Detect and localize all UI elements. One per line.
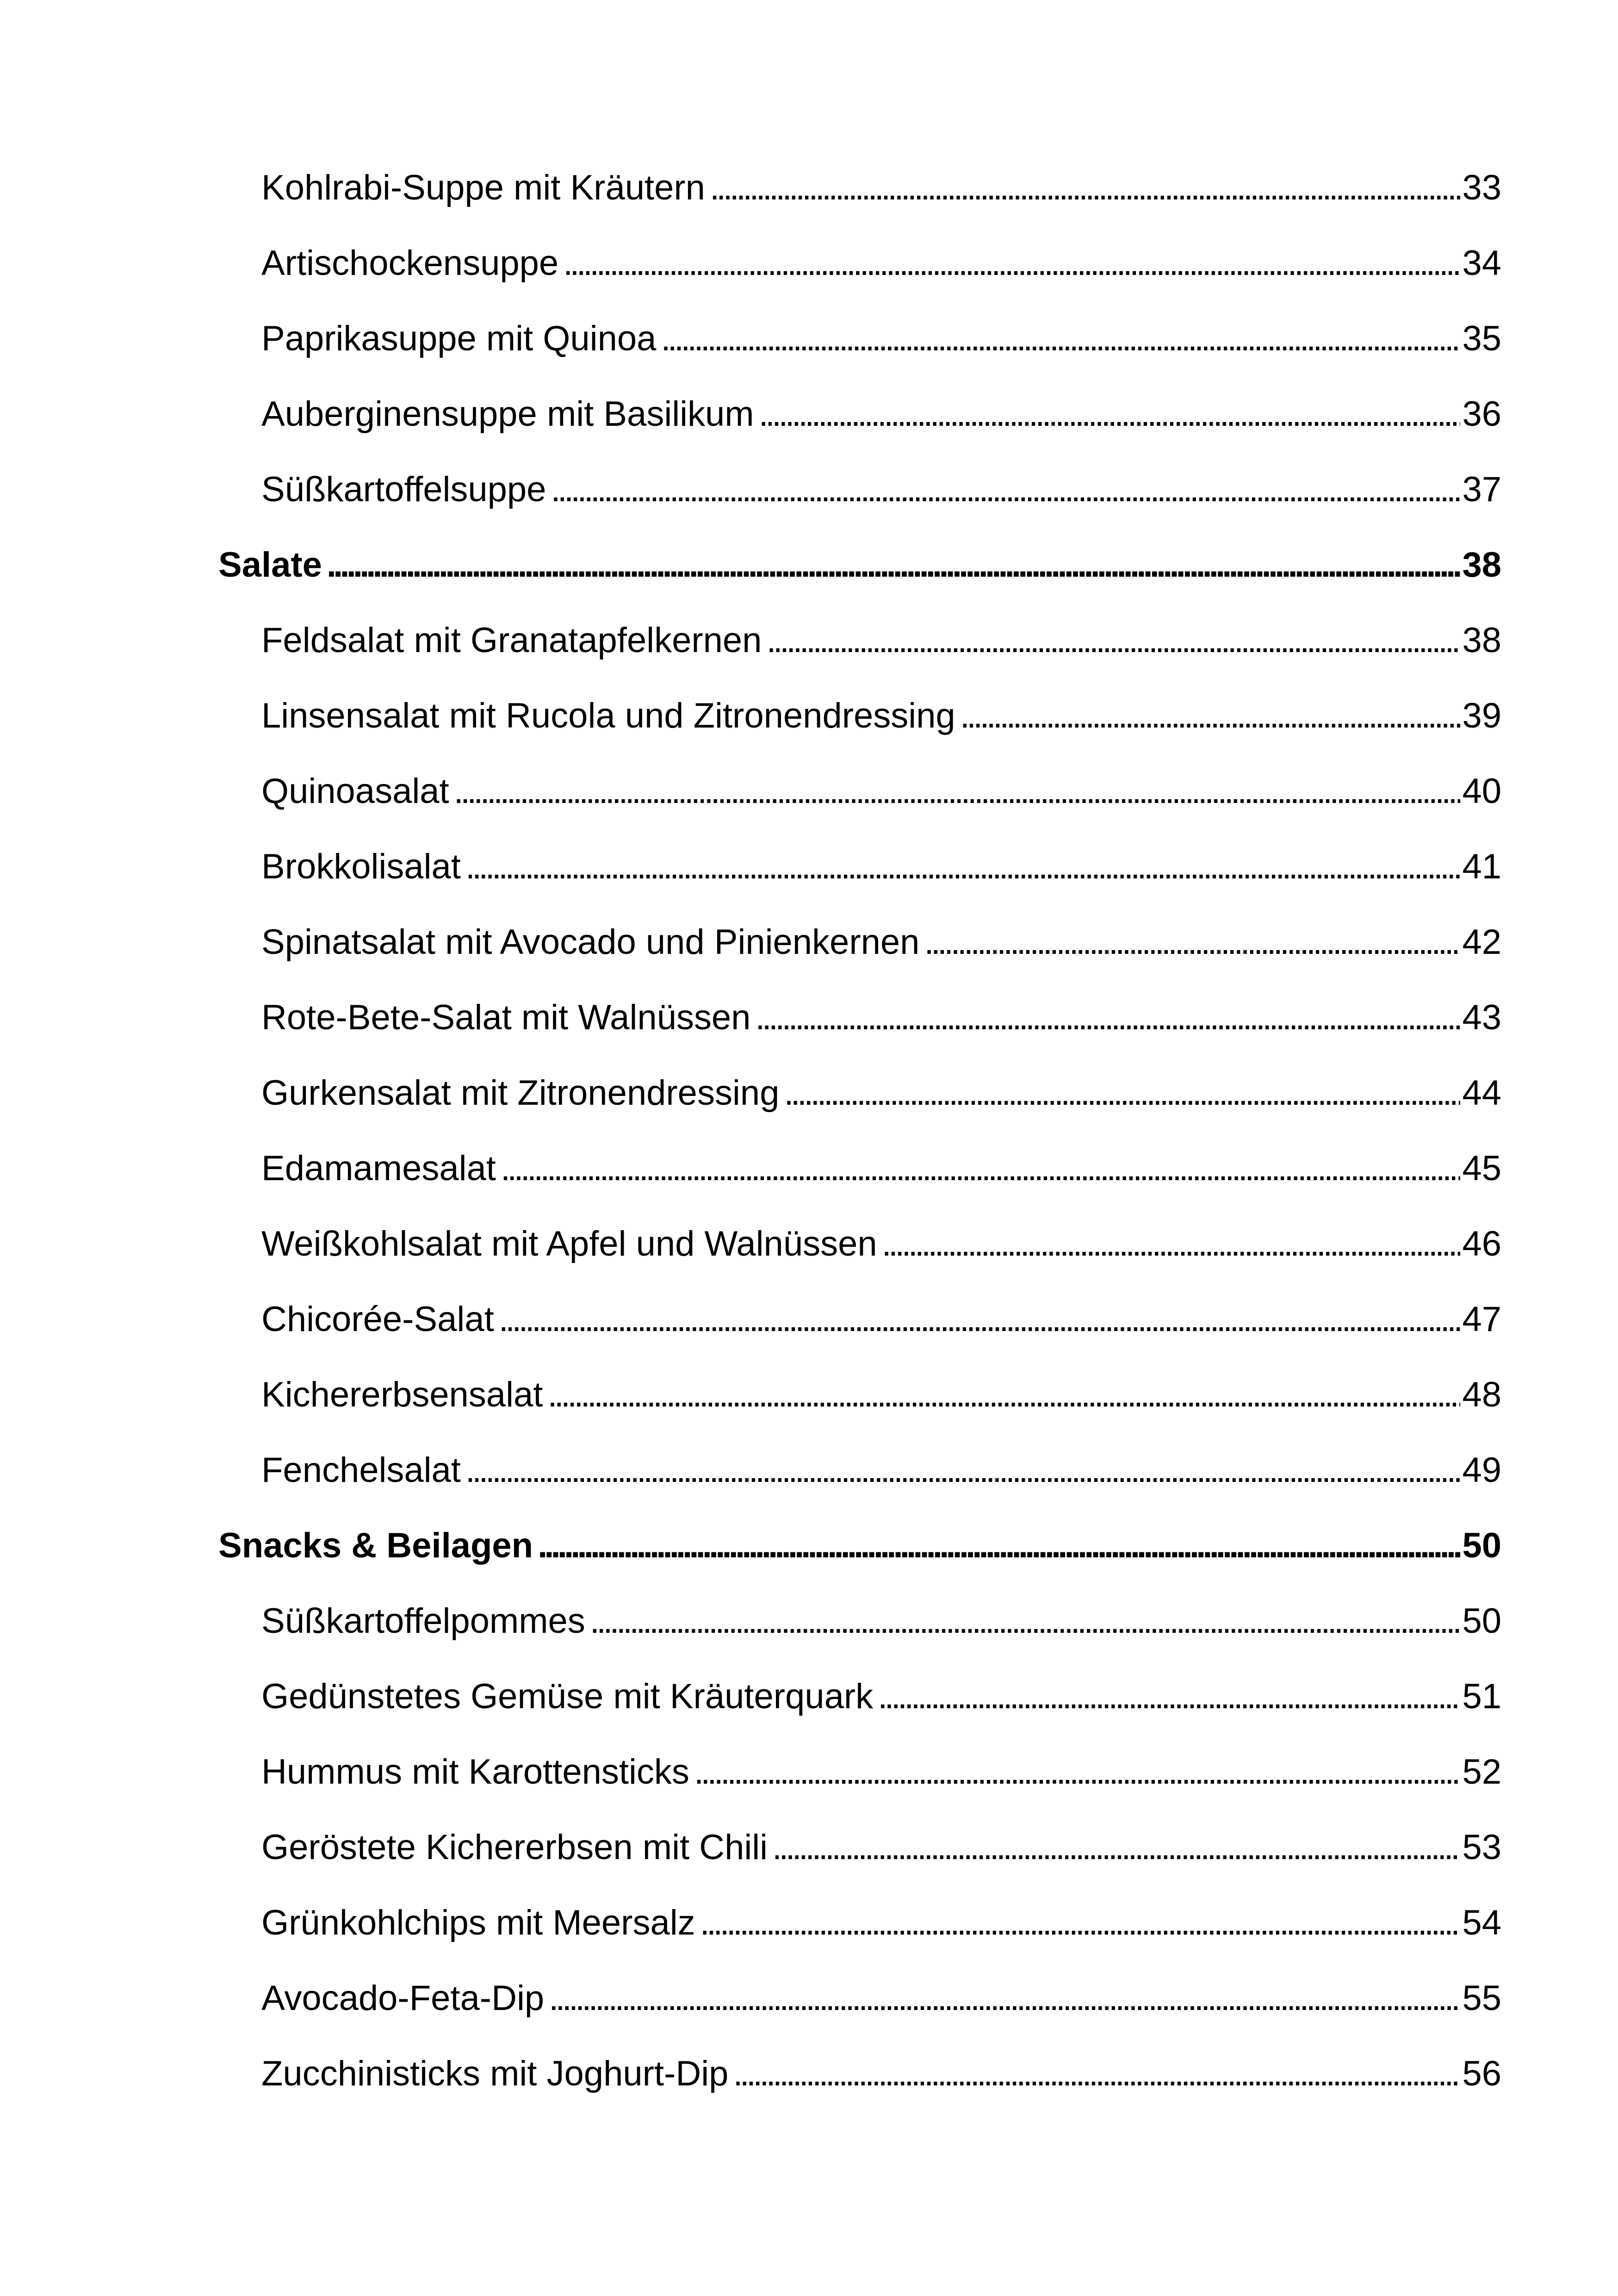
- toc-entry[interactable]: [261, 995, 1501, 1041]
- dot-leader: [700, 1900, 1461, 1946]
- toc-entry[interactable]: [261, 1070, 1501, 1116]
- toc-section-title: Snacks & Beilagen: [218, 1526, 533, 1565]
- toc-entry-title: Geröstete Kichererbsen mit Chili: [261, 1828, 768, 1867]
- toc-entry-page: 46: [1462, 1224, 1501, 1263]
- dot-leader: [538, 1523, 1460, 1569]
- toc-entry-page: 55: [1462, 1979, 1501, 2018]
- toc-entry[interactable]: [261, 1598, 1501, 1644]
- dot-leader: [772, 1824, 1460, 1871]
- dot-leader: [755, 995, 1460, 1041]
- toc-entry[interactable]: [261, 391, 1501, 437]
- toc-entry-title: Hummus mit Karottensticks: [261, 1752, 689, 1792]
- dot-leader: [759, 391, 1461, 437]
- toc-entry[interactable]: [261, 1824, 1501, 1871]
- toc-entry[interactable]: [261, 617, 1501, 664]
- toc-entry-title: Auberginensuppe mit Basilikum: [261, 394, 754, 434]
- dot-leader: [661, 316, 1460, 362]
- toc-entry-title: Quinoasalat: [261, 772, 449, 811]
- toc-entry[interactable]: [261, 919, 1501, 965]
- toc-entry[interactable]: [261, 1221, 1501, 1267]
- toc-entry-title: Spinatsalat mit Avocado und Pinienkernen: [261, 922, 920, 962]
- toc-entry[interactable]: [261, 316, 1501, 362]
- toc-entry-title: Weißkohlsalat mit Apfel und Walnüssen: [261, 1224, 877, 1263]
- dot-leader: [960, 693, 1461, 739]
- toc-entry-page: 34: [1462, 243, 1501, 283]
- toc-entry-title: Zucchinisticks mit Joghurt-Dip: [261, 2054, 729, 2093]
- toc-section-title: Salate: [218, 545, 322, 585]
- dot-leader: [547, 1372, 1460, 1418]
- toc-section-entry[interactable]: [218, 542, 1501, 588]
- toc-entry[interactable]: [261, 240, 1501, 286]
- dot-leader: [590, 1598, 1461, 1644]
- toc-entry-page: 38: [1462, 621, 1501, 660]
- toc-section-entry[interactable]: [218, 1523, 1501, 1569]
- toc-entry[interactable]: [261, 1975, 1501, 2022]
- toc-entry[interactable]: [261, 1749, 1501, 1795]
- dot-leader: [501, 1145, 1461, 1192]
- toc-entry-title: Gedünstetes Gemüse mit Kräuterquark: [261, 1677, 874, 1716]
- toc-entry-title: Kohlrabi-Suppe mit Kräutern: [261, 168, 705, 207]
- toc-entry-page: 47: [1462, 1300, 1501, 1339]
- dot-leader: [878, 1674, 1460, 1720]
- toc-entry-title: Grünkohlchips mit Meersalz: [261, 1903, 695, 1942]
- dot-leader: [694, 1749, 1461, 1795]
- toc-entry-title: Feldsalat mit Granatapfelkernen: [261, 621, 762, 660]
- dot-leader: [924, 919, 1460, 965]
- toc-entry[interactable]: [261, 693, 1501, 739]
- toc-entry-title: Artischockensuppe: [261, 243, 559, 283]
- toc-entry[interactable]: [261, 1900, 1501, 1946]
- toc-entry-title: Chicorée-Salat: [261, 1300, 494, 1339]
- dot-leader: [465, 844, 1461, 890]
- dot-leader: [499, 1296, 1461, 1343]
- toc-entry[interactable]: [261, 844, 1501, 890]
- toc-entry[interactable]: [261, 467, 1501, 513]
- toc-entry-page: 48: [1462, 1375, 1501, 1414]
- toc-entry[interactable]: [261, 1447, 1501, 1493]
- toc-entry[interactable]: [261, 2051, 1501, 2097]
- toc-entry-title: Kichererbsensalat: [261, 1375, 543, 1414]
- toc-entry-page: 52: [1462, 1752, 1501, 1792]
- toc-entry[interactable]: [261, 1145, 1501, 1192]
- toc-entry-page: 40: [1462, 772, 1501, 811]
- toc-entry-page: 51: [1462, 1677, 1501, 1716]
- dot-leader: [784, 1070, 1460, 1116]
- toc-entry-title: Süßkartoffelsuppe: [261, 470, 546, 509]
- toc-entry[interactable]: [261, 165, 1501, 211]
- dot-leader: [563, 240, 1460, 286]
- dot-leader: [454, 768, 1461, 815]
- toc-entry-page: 41: [1462, 847, 1501, 886]
- toc-entry-page: 43: [1462, 998, 1501, 1037]
- dot-leader: [766, 617, 1460, 664]
- toc-entry[interactable]: [261, 1296, 1501, 1343]
- dot-leader: [733, 2051, 1460, 2097]
- dot-leader: [549, 1975, 1460, 2022]
- toc-entry-title: Gurkensalat mit Zitronendressing: [261, 1073, 780, 1113]
- toc-entry-page: 37: [1462, 470, 1501, 509]
- toc-entry-page: 56: [1462, 2054, 1501, 2093]
- dot-leader: [551, 467, 1460, 513]
- toc-entry-title: Avocado-Feta-Dip: [261, 1979, 545, 2018]
- toc-entry-page: 53: [1462, 1828, 1501, 1867]
- toc-entry[interactable]: [261, 1674, 1501, 1720]
- toc-entry-title: Linsensalat mit Rucola und Zitronendressing: [261, 696, 955, 735]
- toc-entry[interactable]: [261, 1372, 1501, 1418]
- toc-entry-page: 54: [1462, 1903, 1501, 1942]
- toc-entry-page: 33: [1462, 168, 1501, 207]
- toc-entry-title: Paprikasuppe mit Quinoa: [261, 319, 657, 358]
- toc-section-page: 50: [1462, 1526, 1501, 1565]
- dot-leader: [465, 1447, 1461, 1493]
- toc-entry-page: 35: [1462, 319, 1501, 358]
- toc-entry-title: Rote-Bete-Salat mit Walnüssen: [261, 998, 751, 1037]
- toc-entry-title: Brokkolisalat: [261, 847, 461, 886]
- toc-entry-title: Süßkartoffelpommes: [261, 1601, 585, 1641]
- toc-entry-title: Edamamesalat: [261, 1149, 496, 1188]
- dot-leader: [710, 165, 1461, 211]
- toc-entry-page: 44: [1462, 1073, 1501, 1113]
- dot-leader: [882, 1221, 1461, 1267]
- toc-entry-page: 45: [1462, 1149, 1501, 1188]
- toc-section-page: 38: [1462, 545, 1501, 585]
- toc-entry-page: 50: [1462, 1601, 1501, 1641]
- toc-entry[interactable]: [261, 768, 1501, 815]
- dot-leader: [327, 542, 1461, 588]
- toc-entry-title: Fenchelsalat: [261, 1450, 461, 1490]
- toc-entry-page: 42: [1462, 922, 1501, 962]
- toc-entry-page: 39: [1462, 696, 1501, 735]
- toc-entry-page: 36: [1462, 394, 1501, 434]
- toc-entry-page: 49: [1462, 1450, 1501, 1490]
